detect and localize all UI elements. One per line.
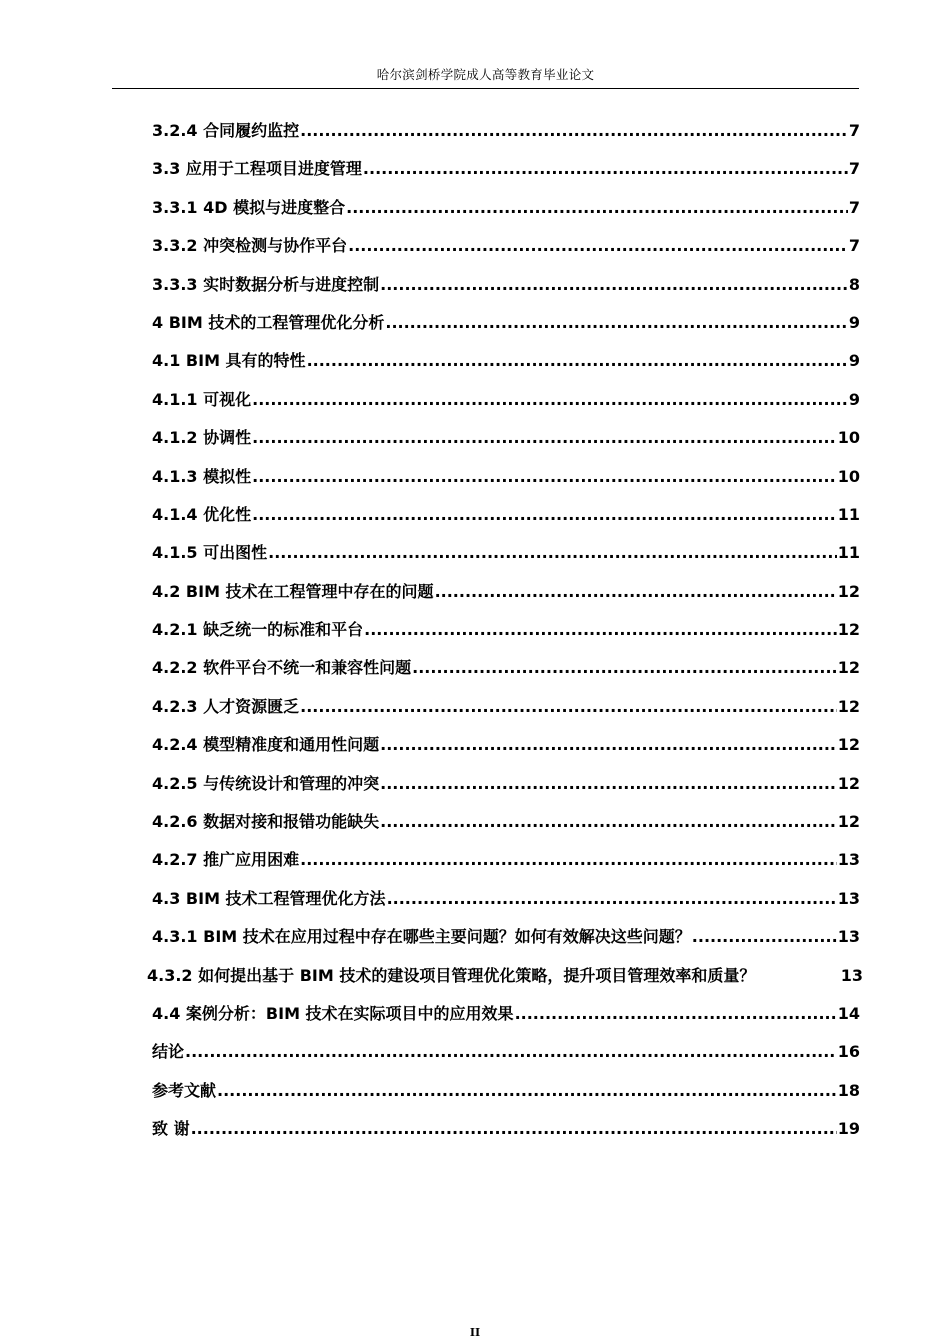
- toc-entry[interactable]: [152, 924, 860, 962]
- toc-leader-dots: [252, 390, 848, 409]
- toc-entry[interactable]: [147, 963, 863, 1001]
- toc-entry-page: 10: [837, 428, 860, 448]
- toc-leader-dots: [252, 428, 837, 447]
- toc-entry-page: 7: [848, 197, 860, 217]
- toc-leader-dots: [307, 351, 848, 370]
- toc-entry-title: 4.4 案例分析：BIM 技术在实际项目中的应用效果: [152, 1003, 514, 1023]
- toc-leader-dots: [380, 812, 837, 831]
- toc-leader-dots: [348, 236, 848, 255]
- toc-entry-title: 3.2.4 合同履约监控: [152, 121, 300, 140]
- toc-entry[interactable]: [152, 310, 860, 348]
- toc-entry-page: 9: [848, 351, 860, 371]
- toc-entry[interactable]: [152, 809, 860, 847]
- toc-entry-page: 12: [837, 812, 860, 832]
- toc-entry-title: 3.3.1 4D 模拟与进度整合: [152, 197, 346, 217]
- toc-entry-page: 11: [837, 504, 860, 524]
- toc-entry[interactable]: [152, 1078, 860, 1116]
- toc-leader-dots: [191, 1119, 837, 1138]
- toc-entry[interactable]: [152, 425, 860, 463]
- toc-entry-page: 13: [837, 927, 860, 947]
- toc-entry-page: 9: [848, 389, 860, 409]
- toc-leader-dots: [692, 927, 837, 946]
- toc-entry[interactable]: [152, 387, 860, 425]
- toc-leader-dots: [387, 889, 837, 908]
- toc-entry-title: 3.3 应用于工程项目进度管理: [152, 159, 362, 179]
- toc-entry-title: 4.2.3 人才资源匮乏: [152, 696, 300, 716]
- toc-leader-dots: [412, 658, 837, 677]
- toc-entry-title: 3.3.2 冲突检测与协作平台: [152, 236, 348, 256]
- toc-entry-title: 4.2.5 与传统设计和管理的冲突: [152, 773, 380, 793]
- toc-leader-dots: [217, 1081, 837, 1100]
- toc-entry-title: 3.3.3 实时数据分析与进度控制: [152, 274, 380, 294]
- toc-entry-title: 4.2.4 模型精准度和通用性问题: [152, 735, 380, 755]
- toc-entry[interactable]: [152, 1039, 860, 1077]
- toc-leader-dots: [385, 313, 848, 332]
- toc-entry-title: 4.3.1 BIM 技术在应用过程中存在哪些主要问题？如何有效解决这些问题？: [152, 927, 691, 947]
- toc-entry[interactable]: [152, 464, 860, 502]
- toc-entry-title: 4.2.1 缺乏统一的标准和平台: [152, 620, 364, 640]
- toc-entry-page: 10: [837, 466, 860, 486]
- toc-entry[interactable]: [152, 502, 860, 540]
- toc-entry[interactable]: [152, 579, 860, 617]
- toc-entry-page: 13: [840, 965, 863, 985]
- toc-leader-dots: [252, 505, 837, 524]
- toc-entry-title: 4.1.3 模拟性: [152, 466, 252, 486]
- toc-entry[interactable]: [152, 272, 860, 310]
- toc-leader-dots: [300, 121, 848, 140]
- toc-entry[interactable]: [152, 1001, 860, 1039]
- toc-entry[interactable]: [152, 694, 860, 732]
- toc-entry-page: 16: [837, 1042, 860, 1062]
- toc-entry[interactable]: [152, 771, 860, 809]
- toc-entry-page: 13: [837, 888, 860, 908]
- toc-entry-title: 4.2.6 数据对接和报错功能缺失: [152, 812, 380, 832]
- toc-leader-dots: [252, 467, 837, 486]
- toc-entry-page: 12: [837, 581, 860, 601]
- toc-entry-page: 12: [837, 658, 860, 678]
- toc-leader-dots: [268, 543, 837, 562]
- toc-entry[interactable]: [152, 886, 860, 924]
- toc-entry-title: 4.1.2 协调性: [152, 428, 252, 448]
- page-number: II: [469, 1326, 481, 1339]
- toc-leader-dots: [380, 774, 837, 793]
- toc-entry-title: 4 BIM 技术的工程管理优化分析: [152, 312, 385, 332]
- toc-entry-page: 7: [848, 121, 860, 140]
- toc-leader-dots: [185, 1042, 837, 1061]
- toc-entry-title: 4.1 BIM 具有的特性: [152, 351, 306, 371]
- toc-entry[interactable]: [152, 195, 860, 233]
- toc-entry-page: 11: [837, 543, 860, 563]
- header-title: 哈尔滨剑桥学院成人高等教育毕业论文: [376, 67, 595, 82]
- toc-entry[interactable]: [152, 156, 860, 194]
- toc-entry-page: 12: [837, 696, 860, 716]
- page-header: [112, 62, 859, 89]
- toc-leader-dots: [346, 198, 848, 217]
- toc-leader-dots: [380, 275, 848, 294]
- toc-entry-page: 7: [848, 236, 860, 256]
- toc-leader-dots: [435, 582, 837, 601]
- toc-entry-page: 7: [848, 159, 860, 179]
- toc-entry-title: 4.1.4 优化性: [152, 504, 252, 524]
- toc-entry-page: 12: [837, 620, 860, 640]
- toc-entry-title: 4.2.2 软件平台不统一和兼容性问题: [152, 658, 412, 678]
- toc-entry-page: 12: [837, 773, 860, 793]
- toc-entry[interactable]: [152, 732, 860, 770]
- toc-leader-dots: [380, 735, 837, 754]
- toc-entry-title: 4.1.1 可视化: [152, 389, 252, 409]
- toc-entry-title: 4.3 BIM 技术工程管理优化方法: [152, 888, 386, 908]
- toc-entry-title: 参考文献: [152, 1080, 217, 1100]
- toc-entry[interactable]: [152, 348, 860, 386]
- toc-entry[interactable]: [152, 233, 860, 271]
- toc-entry-title: 4.3.2 如何提出基于 BIM 技术的建设项目管理优化策略，提升项目管理效率和质量？: [147, 965, 756, 985]
- toc-entry[interactable]: [152, 118, 860, 156]
- table-of-contents: [147, 118, 863, 1155]
- toc-entry-page: 14: [837, 1003, 860, 1023]
- toc-entry-title: 4.2.7 推广应用困难: [152, 850, 300, 870]
- toc-entry-page: 12: [837, 735, 860, 755]
- toc-leader-dots: [300, 697, 837, 716]
- toc-entry[interactable]: [152, 540, 860, 578]
- toc-entry-page: 9: [848, 312, 860, 332]
- toc-entry-title: 4.1.5 可出图性: [152, 543, 268, 563]
- toc-leader-dots: [363, 159, 848, 178]
- toc-entry-page: 13: [837, 850, 860, 870]
- toc-entry-page: 19: [837, 1119, 860, 1139]
- toc-entry-page: 18: [837, 1080, 860, 1100]
- toc-entry[interactable]: [152, 847, 860, 885]
- toc-entry[interactable]: [152, 617, 860, 655]
- toc-leader-dots: [515, 1004, 837, 1023]
- toc-entry-title: 致 谢: [152, 1119, 190, 1139]
- toc-entry-page: 8: [848, 274, 860, 294]
- toc-entry-title: 结论: [152, 1042, 185, 1062]
- toc-leader-dots: [364, 620, 837, 639]
- toc-entry[interactable]: [152, 1116, 860, 1154]
- toc-leader-dots: [300, 850, 837, 869]
- toc-entry-title: 4.2 BIM 技术在工程管理中存在的问题: [152, 581, 434, 601]
- toc-entry[interactable]: [152, 655, 860, 693]
